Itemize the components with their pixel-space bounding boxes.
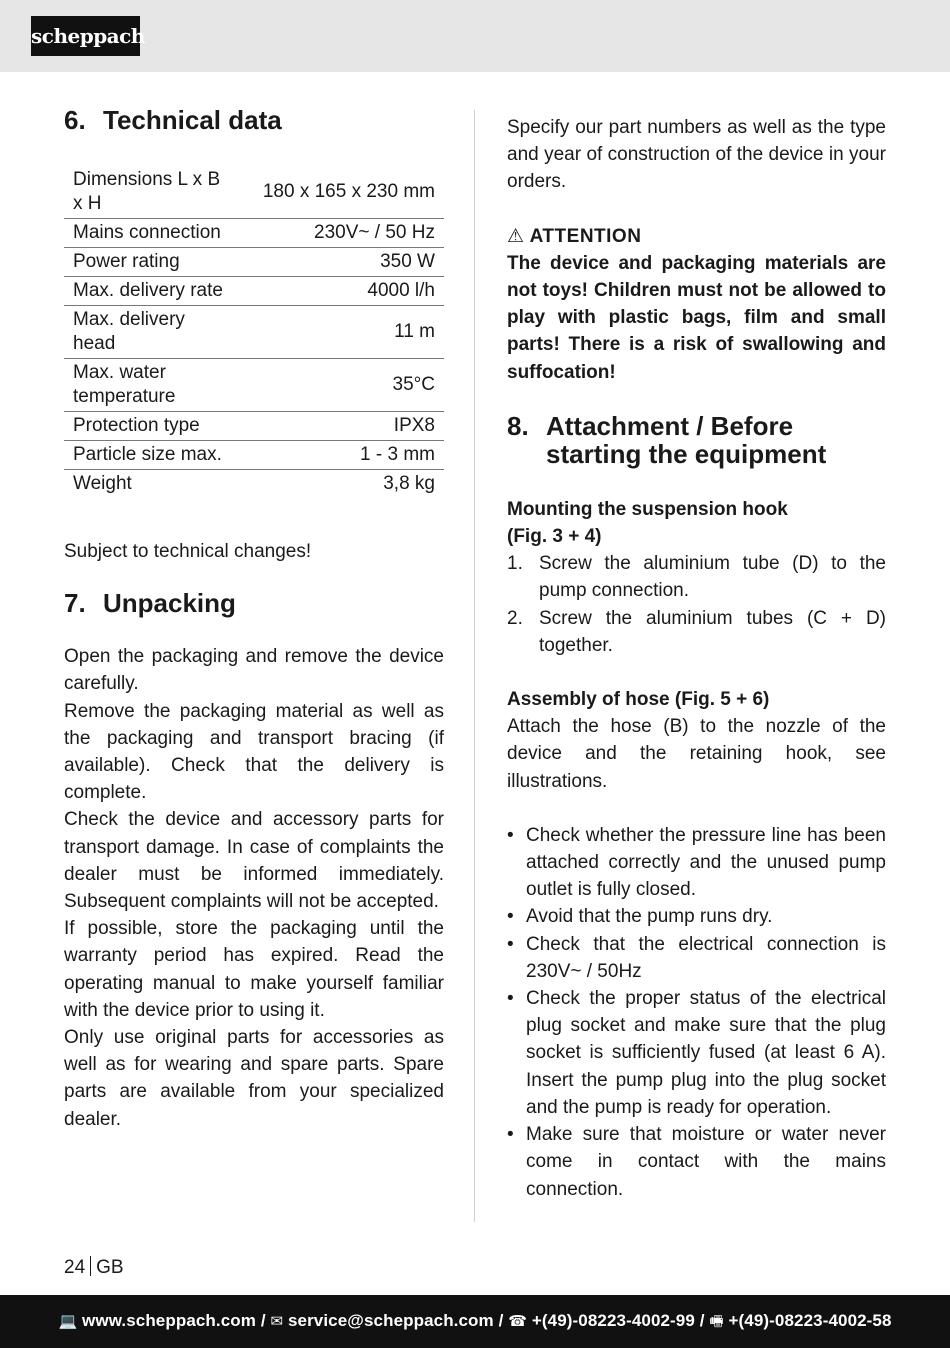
- page-number-separator: [90, 1256, 91, 1276]
- email-link[interactable]: service@scheppach.com: [287, 1311, 494, 1330]
- checklist: [507, 822, 886, 1203]
- website-link[interactable]: www.scheppach.com: [82, 1311, 256, 1330]
- table-row: [64, 359, 444, 412]
- list-item: • Avoid that the pump runs dry.: [507, 903, 886, 930]
- paragraph: Remove the packaging material as well as the packaging and transport bracing (if available). Check that the delivery is complete.: [64, 700, 444, 804]
- technical-changes-note: Subject to technical changes!: [64, 541, 312, 562]
- technical-data-table: [64, 166, 444, 498]
- suspension-hook-block: [507, 496, 886, 659]
- table-row: [64, 219, 444, 248]
- attention-block: [507, 223, 886, 386]
- bullet-icon: •: [507, 933, 514, 955]
- row-label: Weight: [73, 473, 132, 494]
- table-row: [64, 248, 444, 277]
- paragraph: If possible, store the packaging until the warranty period has expired. Read the operating manual to make yourself familiar with the device prior to using it.: [64, 918, 444, 1021]
- bullet-icon: •: [507, 988, 514, 1010]
- fax-icon: 🖷: [709, 1312, 724, 1330]
- row-label: Max. delivery rate: [64, 277, 234, 306]
- row-label: Protection type: [64, 412, 234, 441]
- table-row: [64, 277, 444, 306]
- phone-icon: ☎: [508, 1312, 528, 1330]
- computer-icon: 💻: [58, 1312, 78, 1330]
- row-value: 230V~ / 50 Hz: [234, 219, 444, 248]
- page-number: 24 GB: [64, 1257, 124, 1278]
- row-value: 350 W: [234, 248, 444, 277]
- phone-number: +(49)-08223-4002-99: [531, 1311, 695, 1330]
- table-row: [64, 441, 444, 470]
- page-header: [0, 0, 950, 72]
- contact-footer: 💻 www.scheppach.com / ✉ service@scheppach.com / ☎ +(49)-08223-4002-99 / 🖷 +(49)-08223-4002-58: [0, 1295, 950, 1348]
- row-label: Max. water temperature: [64, 359, 234, 412]
- warning-triangle-icon: ⚠: [507, 224, 525, 247]
- row-label: Mains connection: [64, 219, 234, 248]
- bullet-icon: •: [507, 824, 514, 846]
- table-row: [64, 470, 444, 499]
- row-value: IPX8: [234, 412, 444, 441]
- paragraph: Check the device and accessory parts for transport damage. In case of complaints the dealer must be informed immediately. Subsequent complaints will not be accepted.: [64, 809, 444, 913]
- row-value: 180 x 165 x 230 mm: [234, 166, 444, 219]
- unpacking-text: [64, 643, 444, 1133]
- row-value: 4000 l/h: [234, 277, 444, 306]
- attention-title: ATTENTION: [529, 225, 642, 247]
- row-value: 35°C: [234, 359, 444, 412]
- hose-heading: Assembly of hose (Fig. 5 + 6): [507, 689, 770, 711]
- mounting-steps: [507, 550, 886, 659]
- attention-text: The device and packaging materials are not toys! Children must not be allowed to play with plastic bags, film and small parts! There is a risk of swallowing and suffocation!: [507, 252, 886, 383]
- paragraph: Open the packaging and remove the device carefully.: [64, 646, 444, 695]
- section-7-heading: 7. Unpacking: [64, 588, 236, 619]
- suspension-hook-heading: Mounting the suspension hook: [507, 498, 788, 520]
- bullet-icon: •: [507, 1124, 514, 1146]
- row-label: Particle size max.: [64, 441, 234, 470]
- hose-text: Attach the hose (B) to the nozzle of the device and the retaining hook, see illustrations.: [507, 716, 886, 792]
- envelope-icon: ✉: [270, 1312, 284, 1330]
- list-item: • Make sure that moisture or water never come in contact with the mains connection.: [507, 1121, 886, 1203]
- row-label: Power rating: [64, 248, 234, 277]
- row-value: 1 - 3 mm: [234, 441, 444, 470]
- list-item: 2. Screw the aluminium tubes (C + D) together.: [507, 607, 886, 656]
- row-value: 3,8 kg: [383, 473, 435, 494]
- paragraph: Only use original parts for accessories as well as for wearing and spare parts. Spare parts are available from your specialized dealer.: [64, 1027, 444, 1130]
- left-column: [64, 106, 444, 1133]
- table-row: [64, 166, 444, 219]
- hose-block: [507, 686, 886, 795]
- section-6-heading: 6. Technical data: [64, 105, 282, 135]
- bullet-icon: •: [507, 906, 514, 928]
- order-note: Specify our part numbers as well as the type and year of construction of the device in your orders.: [507, 117, 886, 193]
- row-value: 11 m: [234, 306, 444, 359]
- list-item: • Check that the electrical connection is 230V~ / 50Hz: [507, 931, 886, 985]
- scheppach-logo: scheppach: [31, 16, 140, 56]
- row-label: Dimensions L x B x H: [64, 166, 234, 219]
- suspension-hook-figure-ref: (Fig. 3 + 4): [507, 526, 602, 548]
- table-row: [64, 412, 444, 441]
- column-divider: [474, 110, 475, 1222]
- list-item: • Check the proper status of the electrical plug socket and make sure that the plug socket is sufficiently fused (at least 6 A). Insert the pump plug into the plug socket and the pump is ready for operation.: [507, 985, 886, 1121]
- row-label: Max. delivery head: [64, 306, 234, 359]
- list-item: • Check whether the pressure line has been attached correctly and the unused pump outlet is fully closed.: [507, 822, 886, 904]
- right-column: [507, 114, 886, 1203]
- fax-number: +(49)-08223-4002-58: [728, 1311, 892, 1330]
- list-item: 1. Screw the aluminium tube (D) to the pump connection.: [507, 553, 886, 602]
- table-row: [64, 306, 444, 359]
- section-8-heading: 8. Attachment / Before starting the equipment: [507, 410, 827, 469]
